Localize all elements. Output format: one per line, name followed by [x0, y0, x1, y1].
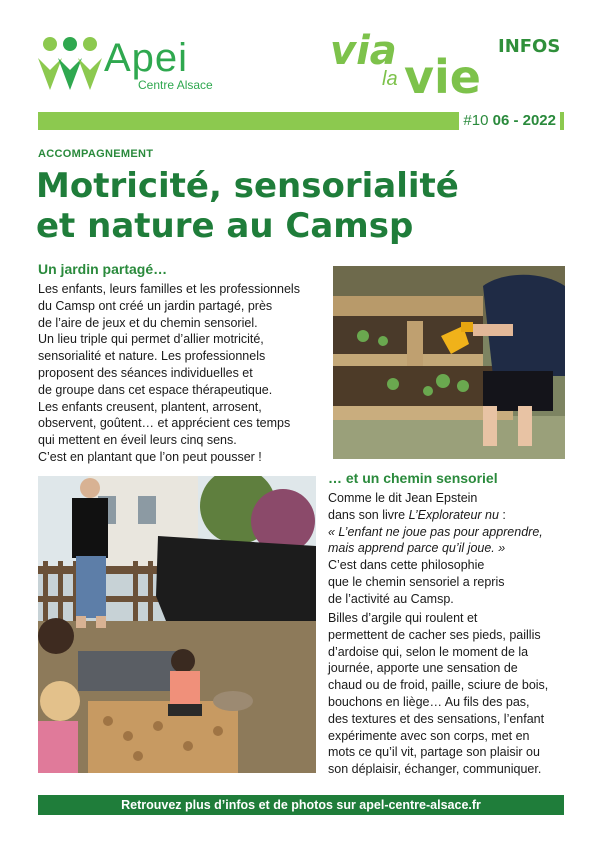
- header-band: [38, 112, 564, 130]
- section2-after-line3: de l’activité au Camsp.: [328, 591, 454, 606]
- section1-line: Les enfants, leurs familles et les professionnels: [38, 282, 300, 296]
- people-logo-icon: [36, 36, 102, 92]
- sensory-path-photo-image: [38, 476, 316, 773]
- garden-photo-image: [333, 266, 565, 459]
- issue-number: #10: [463, 112, 489, 129]
- section2-line: chaud ou de froid, paille, sciure de bois,: [328, 678, 549, 693]
- article-title: [36, 166, 576, 246]
- section2-line: bouchons en liège… Au fils des pas,: [328, 694, 530, 709]
- book-title: L’Explorateur nu: [408, 507, 499, 522]
- section1-line: Les enfants creusent, plantent, arrosent,: [38, 399, 262, 414]
- section2-line: d’ardoise qui, selon le moment de la: [328, 644, 529, 659]
- section1-line: du Camsp ont créé un jardin partagé, près: [38, 298, 273, 313]
- masthead: [330, 28, 570, 108]
- masthead-infos: INFOS: [498, 36, 561, 57]
- section2-intro-line2: [328, 507, 576, 524]
- section1-heading: Un jardin partagé…: [38, 261, 168, 277]
- section2-after-line1: C’est dans cette philosophie: [328, 558, 485, 573]
- section2-line: permettent de cacher ses pieds, paillis: [328, 627, 541, 642]
- issue-label: [459, 112, 560, 130]
- section2-after-line2: que le chemin sensoriel a repris: [328, 574, 505, 589]
- section2-intro-line1: Comme le dit Jean Epstein: [328, 491, 478, 505]
- section2-line: expérimente avec son corps, met en: [328, 728, 530, 743]
- section1-line: proposent des séances individuelles et: [38, 365, 253, 380]
- section2-line: Billes d’argile qui roulent et: [328, 611, 478, 625]
- article-title-line1: Motricité, sensorialité: [36, 166, 459, 206]
- section2-intro-suffix: :: [498, 507, 506, 522]
- section2-intro-prefix: dans son livre: [328, 507, 409, 522]
- masthead-via: via: [330, 28, 397, 74]
- section1-line: C’est en plantant que l’on peut pousser !: [38, 449, 262, 464]
- garden-photo: [333, 266, 565, 459]
- sensory-path-photo: [38, 476, 316, 773]
- section2-intro: [328, 490, 576, 608]
- issue-date: 06 - 2022: [492, 112, 556, 129]
- section1-line: observent, goûtent… et apprécient ces temps: [38, 416, 291, 431]
- footer-banner: Retrouvez plus d’infos et de photos sur apel-centre-alsace.fr: [38, 795, 564, 815]
- section1-line: qui mettent en éveil leurs cinq sens.: [38, 433, 237, 448]
- logo-name: Apei: [104, 36, 189, 80]
- quote-line1: « L’enfant ne joue pas pour apprendre,: [328, 524, 543, 539]
- section2-body: [328, 610, 576, 778]
- section1-line: de l’aire de jeux et du chemin sensoriel.: [38, 315, 258, 330]
- section1-line: Un lieu triple qui permet d’allier motricité,: [38, 332, 264, 347]
- article-title-line2: et nature au Camsp: [36, 206, 414, 246]
- section2-heading: … et un chemin sensoriel: [328, 470, 498, 486]
- section1-line: sensorialité et nature. Les professionnels: [38, 349, 266, 364]
- logo-subtitle: Centre Alsace: [138, 78, 213, 92]
- apei-logo: [36, 36, 236, 96]
- section1-line: de groupe dans cet espace thérapeutique.: [38, 382, 273, 397]
- section2-line: son déplaisir, échanger, communiquer.: [328, 762, 542, 777]
- masthead-vie: vie: [404, 50, 481, 104]
- masthead-la: la: [382, 68, 398, 90]
- article-kicker: ACCOMPAGNEMENT: [38, 148, 154, 160]
- section2-line: journée, apporte une sensation de: [328, 661, 518, 676]
- section1-body: [38, 281, 328, 466]
- section2-line: mots ce qu’il vit, partage son plaisir ou: [328, 745, 540, 760]
- section2-line: des textures et des sensations, l’enfant: [328, 711, 545, 726]
- quote-line2: mais apprend parce qu’il joue. »: [328, 541, 506, 556]
